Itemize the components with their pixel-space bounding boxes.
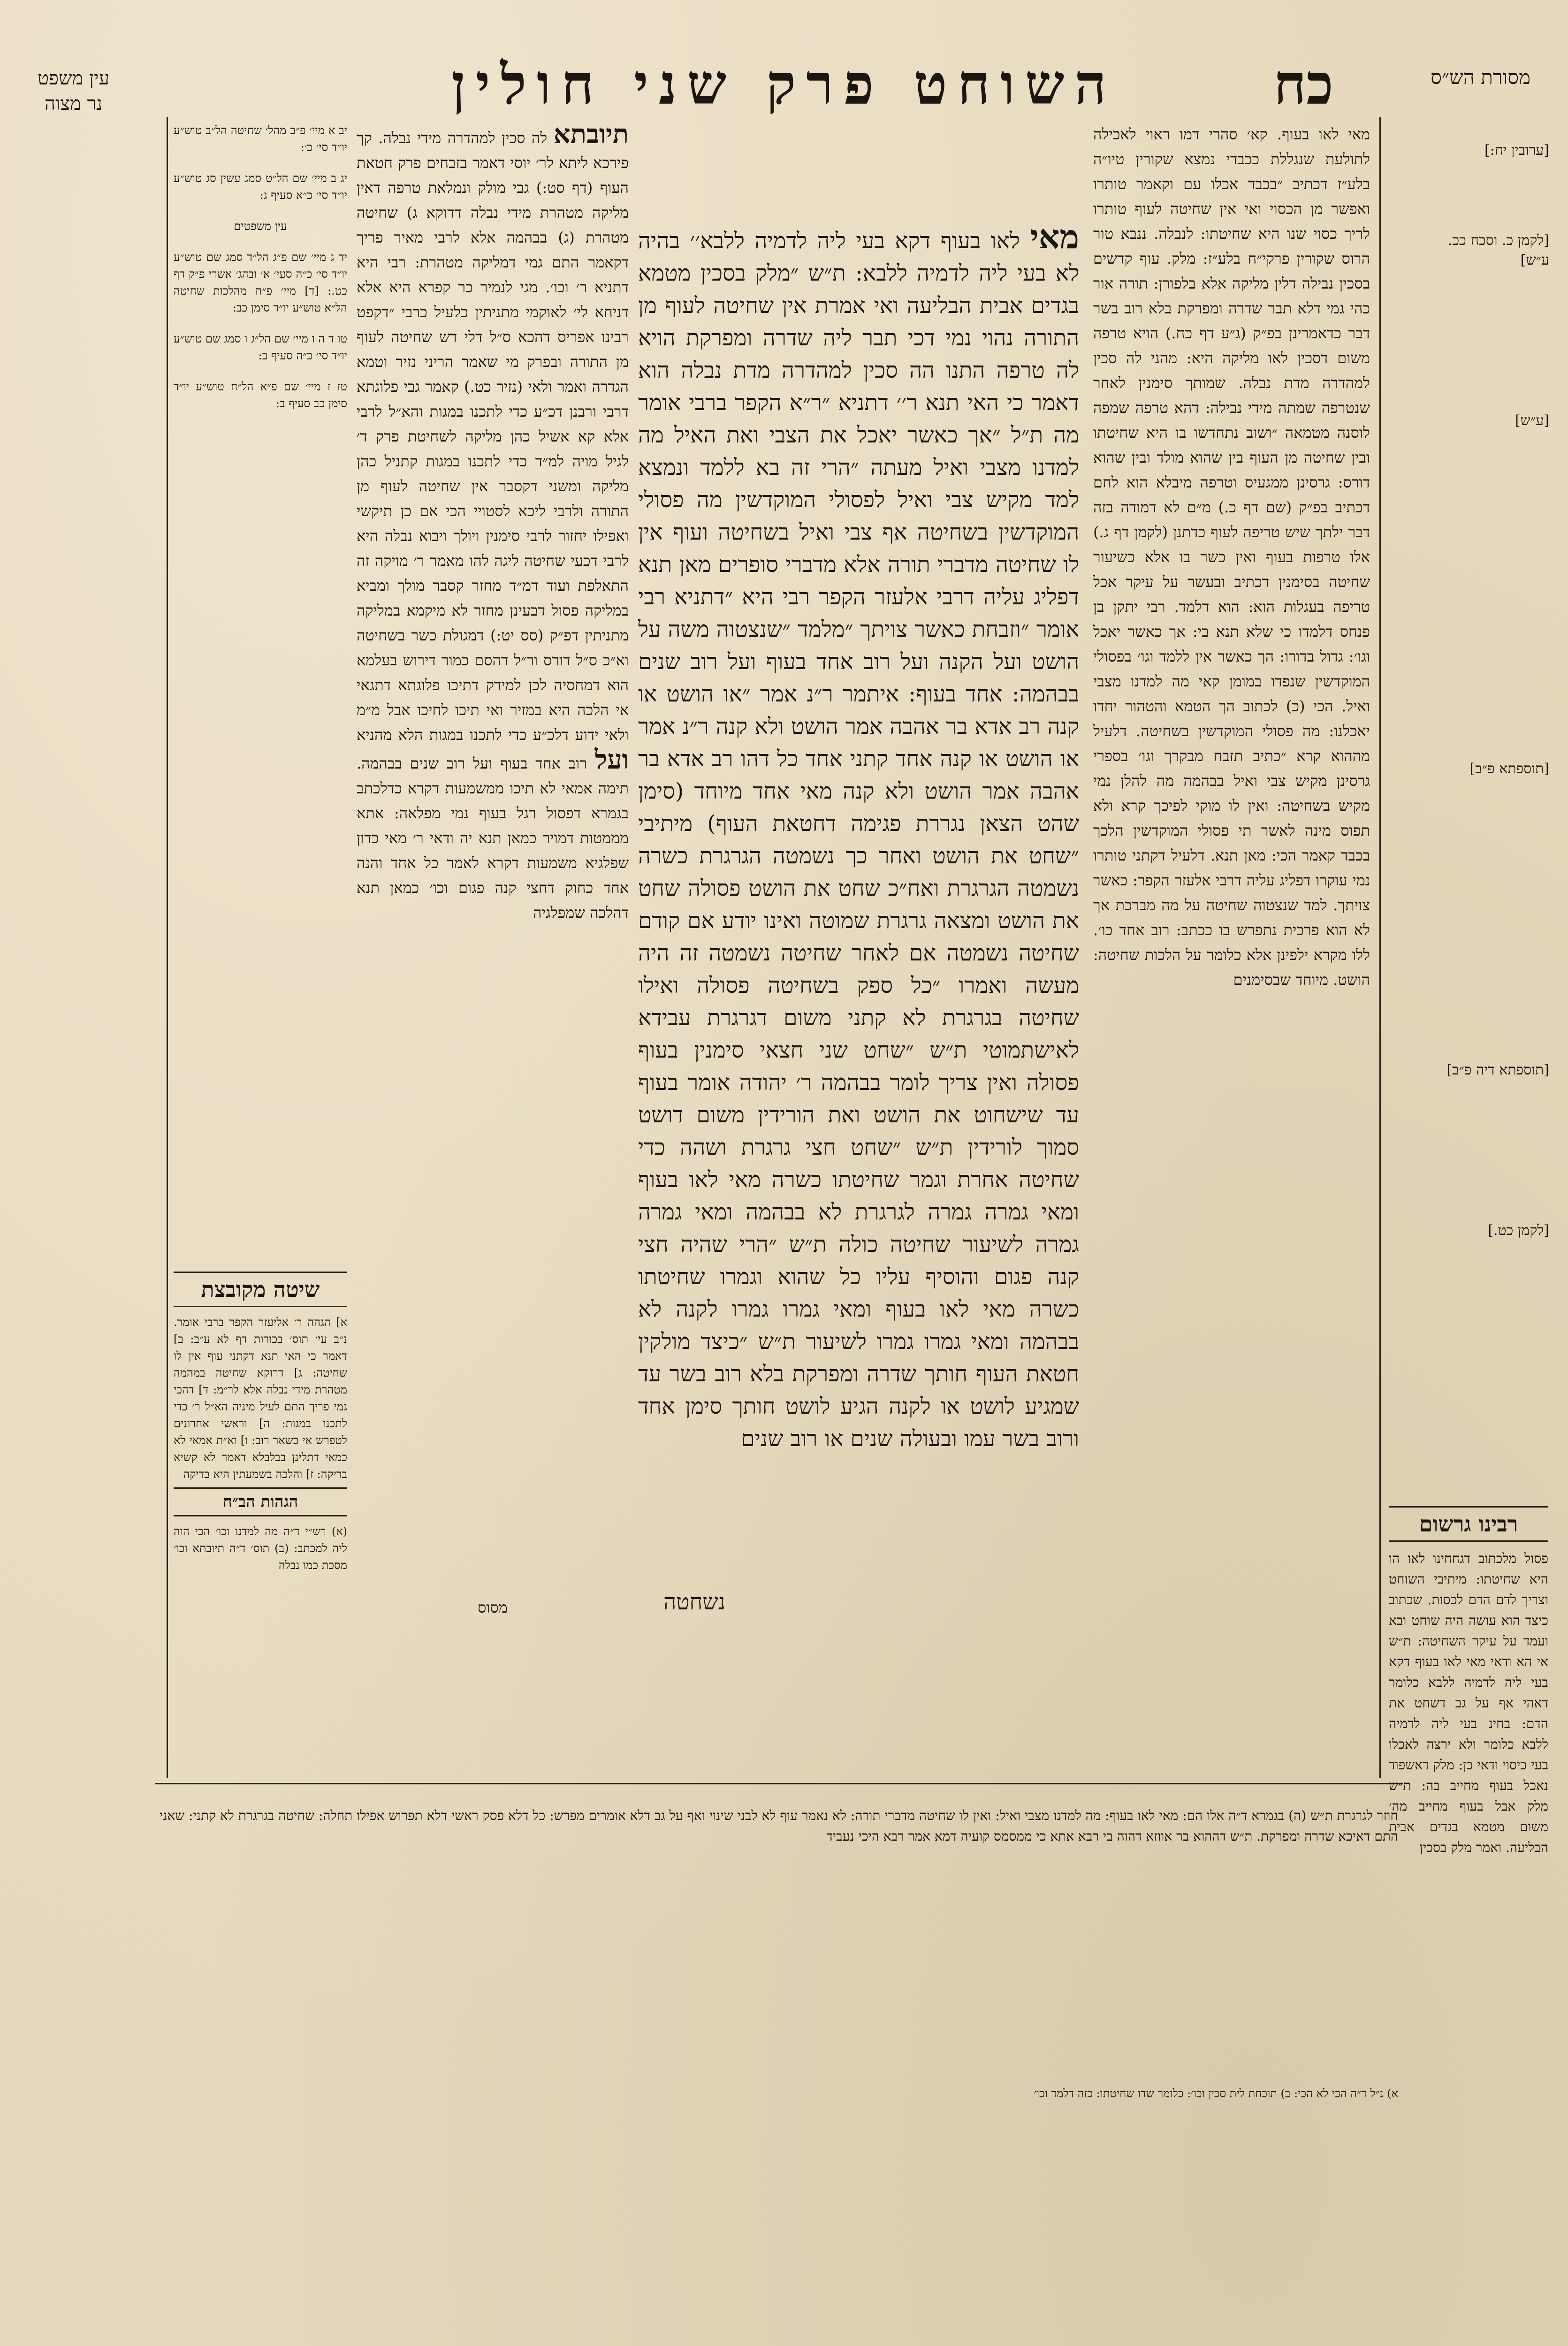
ein-mishpat-line2: נר מצוה <box>44 93 103 114</box>
ein-mishpat-entry: טו ד ה ו מיי׳ שם הל״ג ו סמג שם טוש״ע יו״ד סי׳ כ״ה סעיף ב: <box>174 332 347 362</box>
hagahot-title: הגהות הב״ח <box>174 1487 347 1516</box>
rabbenu-gershom-title: רבינו גרשום <box>1389 1506 1548 1542</box>
tosafot-ending <box>357 1595 629 1623</box>
rabbenu-gershom-text: פסול מלכתוב דגחחינו לאו הו היא שחיטתו: מיתיבי השוחט וצריך לדם הדם לכסות. שכתוב כיצד הוא עושה היה שוחט ובא ועמד על עיקר השחיטה: ת״ש אי הא ודאי מאי לאו בעוף דקא בעי ליה לדמיה ללבא כלומר דאהי אף על גב דשחט את הדם: בחינ בעי ליה לדמיה ללבא כלומר ולא ירצה לאכלו בעי כיסוי ודאי כן: מלק דאשפוד נאכל בעוף מחייב בה: ת״ש מלק אבל בעוף מחייב מה׳ משום מטמא בגדים אבית הבליעה. ואמר מלק בסכין <box>1389 1551 1548 1855</box>
ein-mishpat-entry: עין משפטים <box>234 220 287 233</box>
ein-mishpat-label <box>38 66 109 116</box>
ein-mishpat-entry: יב א מיי׳ פ״ב מהל׳ שחיטה הל״ב טוש״ע יו״ד סי׳ כ׳: <box>174 124 347 154</box>
masoret-ref: [תוספתא דיה פ״ב] <box>1446 1062 1549 1078</box>
footer-commentary <box>160 1792 1398 2055</box>
footer-note <box>160 2074 1398 2102</box>
gemara-body: לאו בעוף דקא בעי ליה לדמיה ללבא׳׳ בהיה לא בעי ליה לדמיה ללבא: ת״ש ״מלק בסכין מטמא בגדים אבית הבליעה ואי אמרת אין שחיטה לעוף מן התורה נהוי נמי דכי תבר ליה שדרה ומפרקת הויא לה טרפה התנו הה סכין למהדרה מדת נבלה הוא דאמר כי האי תנא ר׳׳ דתניא ״ר״א הקפר ברבי אומר מה ת״ל ״אך כאשר יאכל את הצבי ואת האיל מה למדנו מצבי ואיל מעתה ״הרי זה בא ללמד ונמצא למד מקיש צבי ואיל לפסולי המוקדשין מה פסולי המוקדשין בשחיטה אף צבי ואיל בשחיטה ועוף אין לו שחיטה מדברי תורה אלא מדברי סופרים מאן תנא דפליג עליה דרבי אלעזר הקפר רבי היא ״דתניא רבי אומר ״וזבחת כאשר צויתך ״מלמד ״שנצטוה משה על הושט ועל הקנה ועל רוב אחד בעוף ועל רוב שנים בבהמה: אחד בעוף: איתמר ר״נ אמר ״או הושט או קנה רב אדא בר אהבה אמר הושט ולא קנה ר״נ אמר או הושט או קנה אחד קתני אחד כל דהו רב אדא בר אהבה אמר הושט ולא קנה מאי אחד מיוחד (סימן שהט הצאן נגררת פגימה דחטאת העוף) מיתיבי ״שחט את הושט ואחר כך נשמטה הגרגרת כשרה נשמטה הגרגרת ואח״כ שחט את הושט פסולה שחט את הושט ומצאה גרגרת שמוטה ואינו יודע אם קודם שחיטה נשמטה אם לאחר שחיטה נשמטה זה היה מעשה ואמרו ״כל ספק בשחיטה פסולה ואילו שחיטה בגרגרת לא קתני משום דגרגרת עבידא לאישתמוטי ת״ש ״שחט שני חצאי סימנין בעוף פסולה ואין צריך לומר בבהמה ר׳ יהודה אומר בעוף עד שישחוט את הושט ואת הורידין משום דושט סמוך לורידין ת״ש ״שחט חצי גרגרת ושהה כדי שחיטה אחרת וגמר שחיטתו כשרה מאי לאו בעוף ומאי גמרה גמרה לגרגרת לא בבהמה ומאי גמרה גמרה לשיעור שחיטה כולה ת״ש ״הרי שהיה חצי קנה פגום והוסיף עליו כל שהוא וגמרו שחיטתו כשרה מאי לאו בעוף ומאי גמרו גמרו לקנה לא בבהמה ומאי גמרו גמרו לשיעור ת״ש ״כיצד מולקין חטאת העוף חותך שדרה ומפרקת בלא רוב בשר עד שמגיע לושט או לקנה הגיע לושט חותך סימן אחד ורוב בשר עמו ובעולה שנים או רוב שנים <box>638 228 1079 1452</box>
tosafot-text-2: רוב אחד בעוף ועל רוב שנים בבהמה. תימה אמאי לא תיכו ממשמעות דקרא כדלכתב בגמרא דפסול רגל בעוף נמי מפלאה: אתא מממטות דמויר כמאן תנא יה ודאי ר׳ מאי כדון שפלגיא משמעות דקרא לאמר כל אחד והנה אחד כחוק דחצי קנה פגום וכו׳ כמאן תנא דהלכה שמפלגיה <box>357 754 629 922</box>
rashi-text: מאי לאו בעוף. קא׳ סהרי דמו ראוי לאכילה לתולעת שנגללת ככבדי נמצא שקורין טיו״ה בלע״ז דכתיב ״בכבד אכלו עם וקאמר טותרו ואפשר מן הכסוי ואי אין שחיטה לעוף טותרו לריך כסוי שנו היא שחיטתו: לנבלה. ננבא טור הרוס שקורין פרקי״ח בלע״ז: מלק. עוף קדשים בסכין נבילה דלין מליקה אלא בלפורן: תורה אור כהי גמי דלא תבר שדרה ומפרקת בלא רוב בשר דבר כדאמרינן בפ״ק (ג״ע דף כח.) הויא טרפה משום דסכין לאו מליקה היא: מהני לה סכין למהדרה מדת נבלה. שמותך סימנין לאחר שנטרפה שמתה מידי נבילה: דהא טרפה שמפה לוסנה מטמאה ״ושוב נתחדשו בו היא שחיטתו ובין שחיטה מן העוף בין שהוא מולד ובין שהוא דורס: גרסינן ממגעיס וטרפה מיבלא הוא לחם דכתיב בפ״ק (שם דף כ.) מ״ם לא דמודה בזה דבר ילתך שיש טריפה לעוף כדתנן (לקמן דף ג.) אלו טרפות בעוף ואין כשר בו אלא כשיעור שחיטה בסימנין דכתיב ובעשר על עיקר אכל טריפה בעגלות הוא: הוא דלמד. רבי יתקן בן פנחס דלמדו כי שלא תנא בי: אך כאשר יאכל וגו׳: גדול בדורו: הך כאשר אין ללמד וגו׳ בפסולי המוקדשין שנפדו במומן קאי מה למדנו מצבי ואיל. הכי (כ) לכתוב הך הטמא והטהור יחדו יאכלנו: מה פסולי המוקדשין בשחיטה. דלעיל מההוא קרא ״כתיב תזבח מבקרך וגו׳ בספרי גרסינן מקיש צבי ואיל בבהמה מה להלן נמי מקיש בשחיטה: ואין לו מוקי לפיכך קרא ולא תפוס מינה לאשר תי פסולי המוקדשין הלכך בכבד קאמר הכי: מאן תנא. דלעיל דקתני טותרו נמי עוקרו דפליג עליה דרבי אלעזר הקפר: כאשר צויתך. למד שנצטוה שחיטה על מה מברכת אך לא הוא פרכית נתפרש בו ככתב: רוב אחד כו׳. ללו מקרא ילפינן אלא כלומר על הלכות שחיטה: הושט. מיוחד שבסימנים <box>1093 125 1370 989</box>
rabbenu-gershom-box <box>1389 1501 1548 1855</box>
footer-text: חוזר לגרגרת ת״ש (ה) בגמרא ד״ה אלו הם: מאי לאו בעוף: מה למדנו מצבי ואיל: ואין לו שחיטה מדברי תורה: לא נאמר עוף לא לבני שינוי ואף על גב דלא אומרים מפרש: כל דלא פסק ראשי דלא תפרוש אפילו תחלה: שחיטה בגרגרת לא קתני: שאני התם דאיכא שדרה ומפרקת. ת״ש דההוא בר אווזא דהוה בי רבא אתא כי ממסמס קועיה דמא אמר רבא היכי נעביד <box>160 1808 1398 1844</box>
shita-mekubetzet-box <box>174 1267 347 1774</box>
tosafot-text: לה סכין למהדרה מידי נבלה. קך פירכא ליתא לר׳ יוסי דאמר בזבחים פרק חטאת העוף (דף סט:) גבי מולק ונמלאת טרפה דאין מליקה מטהרת מידי נבלה דדוקא ג) שחיטה מטהרת (ג) בבהמה אלא לרבי מאיר פריך דקאמר התם גמי דמליקה מטהרת: רבי היא דתניא ר׳ וכו׳. מגי לנמיר כר קפרא היא אלא דניחא לי׳ לאוקמי מתניתין כלעיל כרבי ״דקפט רבינו אפריס דהכא ס״ל דלי דש שחיטה לעוף מן התורה ובפרק מי שאמר הריני נזיר וטמא הגדרה ואמר ולאי (נזיר כט.) קאמר גבי פלוגתא דרבי ורבנן דכ״ע כדי לתכנו במגות והא״ל לרבי אלא קא אשיל כהן מליקה לשחיטת פרק ד׳ לגיל מויה למ״ד כדי לתכנו במגות קתניל כהן מליקה ומשני דקסבר אין שחיטה לעוף מן התורה ולרבי ליכא לסטויי הכי אם כן תיקשי ואפילו יחזור לרבי סימנין ויולך ויבוא נבלה היא לרבי דכעי שחיטה ליגה להו מאמר ר׳ מויקה זה התאלפת ועוד דמ״ד מחזר קסבר מולך ומביא במליקה פסול דבעינן מחזר לא מיקמא במליקה מתניתין דפ״ק (סס יט:) דמגולת כשר בשחיטה וא״כ ס״ל דורס ור״ל דהסם כמור דירוש בעלמא הוא דמחסיה לכן למידק דתיכו פלוגתא דתגאי אי הלכה היא במזיר ואי תיכו לחיכו אבל מ״מ ולאי ידוע דלכ״ע כדי לתכנו במגות הלא מהניא <box>357 129 629 744</box>
gemara-end-word: נשחטה <box>663 1589 725 1615</box>
hagahot-text: (א) רש״י ד״ה מה למדנו וכו׳ הכי הוה ליה למכתב: (ב) תוס׳ ד״ה תיובתא וכו׳ מסכת כמו נבלה <box>174 1525 347 1572</box>
tosafot-heading: ועל <box>594 744 629 775</box>
ein-mishpat-entry: יד ג מיי׳ שם פ״ג הל״ד סמג שם טוש״ע יו״ד סי׳ כ״ה סעי׳ א׳ ובהג׳ אשרי פ״ק דף כט.: [ד] מיי׳ פ״ח מהלכות שחיטה הל״א טוש״ע יו״ד סימן כב: <box>174 251 347 314</box>
tosafot-commentary <box>357 119 629 1577</box>
tosafot-end-word: מסוס <box>478 1599 508 1616</box>
ein-mishpat-column <box>174 122 347 779</box>
masoret-hashas-label: מסורת הש״ס <box>1431 66 1530 89</box>
rashi-commentary <box>1093 122 1370 1323</box>
ein-mishpat-entry: טז ז מיי׳ שם פ״א הל״ח טוש״ע יו״ד סימן כב סעיף ב: <box>174 380 347 410</box>
masoret-ref: [תוספתא פ״ב] <box>1469 761 1549 777</box>
masoret-ref: [ע״ש] <box>1515 412 1549 429</box>
page-header <box>0 52 1568 117</box>
masoret-refs <box>1423 141 1549 1241</box>
shita-mekubetzet-title: שיטה מקובצת <box>174 1272 347 1307</box>
divider-right <box>1379 117 1381 1778</box>
page-title: השוחט פרק שני חולין <box>451 52 1117 117</box>
gemara-text <box>638 217 1079 1581</box>
masoret-ref: [לקמן כט.] <box>1488 1222 1549 1239</box>
gemara-opening-word: מאי <box>1030 217 1079 256</box>
footer-note-text: א) נ״ל ד״ה הכי לא הכי: ב) תוכחת לית סכין וכו׳: כלומר שדו שחיטתו: כזה דלמד וכו׳ <box>1034 2087 1398 2100</box>
divider-footer <box>155 1783 1403 1784</box>
divider-left <box>167 117 168 1778</box>
shita-mekubetzet-text: א] הגהה ר׳ אליעזר הקפר ברבי אומר. נ״ב עי׳ תוס׳ בכורות דף לא ע״ב: ב] דאמר כי האי תנא דקתני עוף אין לו שחיטה: ג] דרוקא שחיטה במהמה מטהרת מידי נבלה אלא לר״מ: ד] דהכי גמי פריך התם לעיל מיניה הא״ל ר׳ כדי לתכנו במגות: ה] וראשי אחרונים לטפרש אי כשאר רוב: ו] וא״ת אמאי לא כמאי דתלינן בבלבלא דאמר לא קשיא בריקה: ז] והלכה בשמעתין היא בדיקה <box>174 1316 347 1481</box>
masoret-ref: [לקמן כ. וסכח ככ. ע״ש] <box>1447 232 1549 268</box>
ein-mishpat-entry: יג ב מיי׳ שם הל״ט סמג עשין סג טוש״ע יו״ד סי׳ כ״א סעיף ג: <box>174 172 347 202</box>
tosafot-opening: תיובתא <box>553 119 629 150</box>
daf-number: כח <box>1273 52 1333 117</box>
masoret-ref: [ערובין יח:] <box>1484 142 1549 159</box>
ein-mishpat-line1: עין משפט <box>38 68 110 89</box>
